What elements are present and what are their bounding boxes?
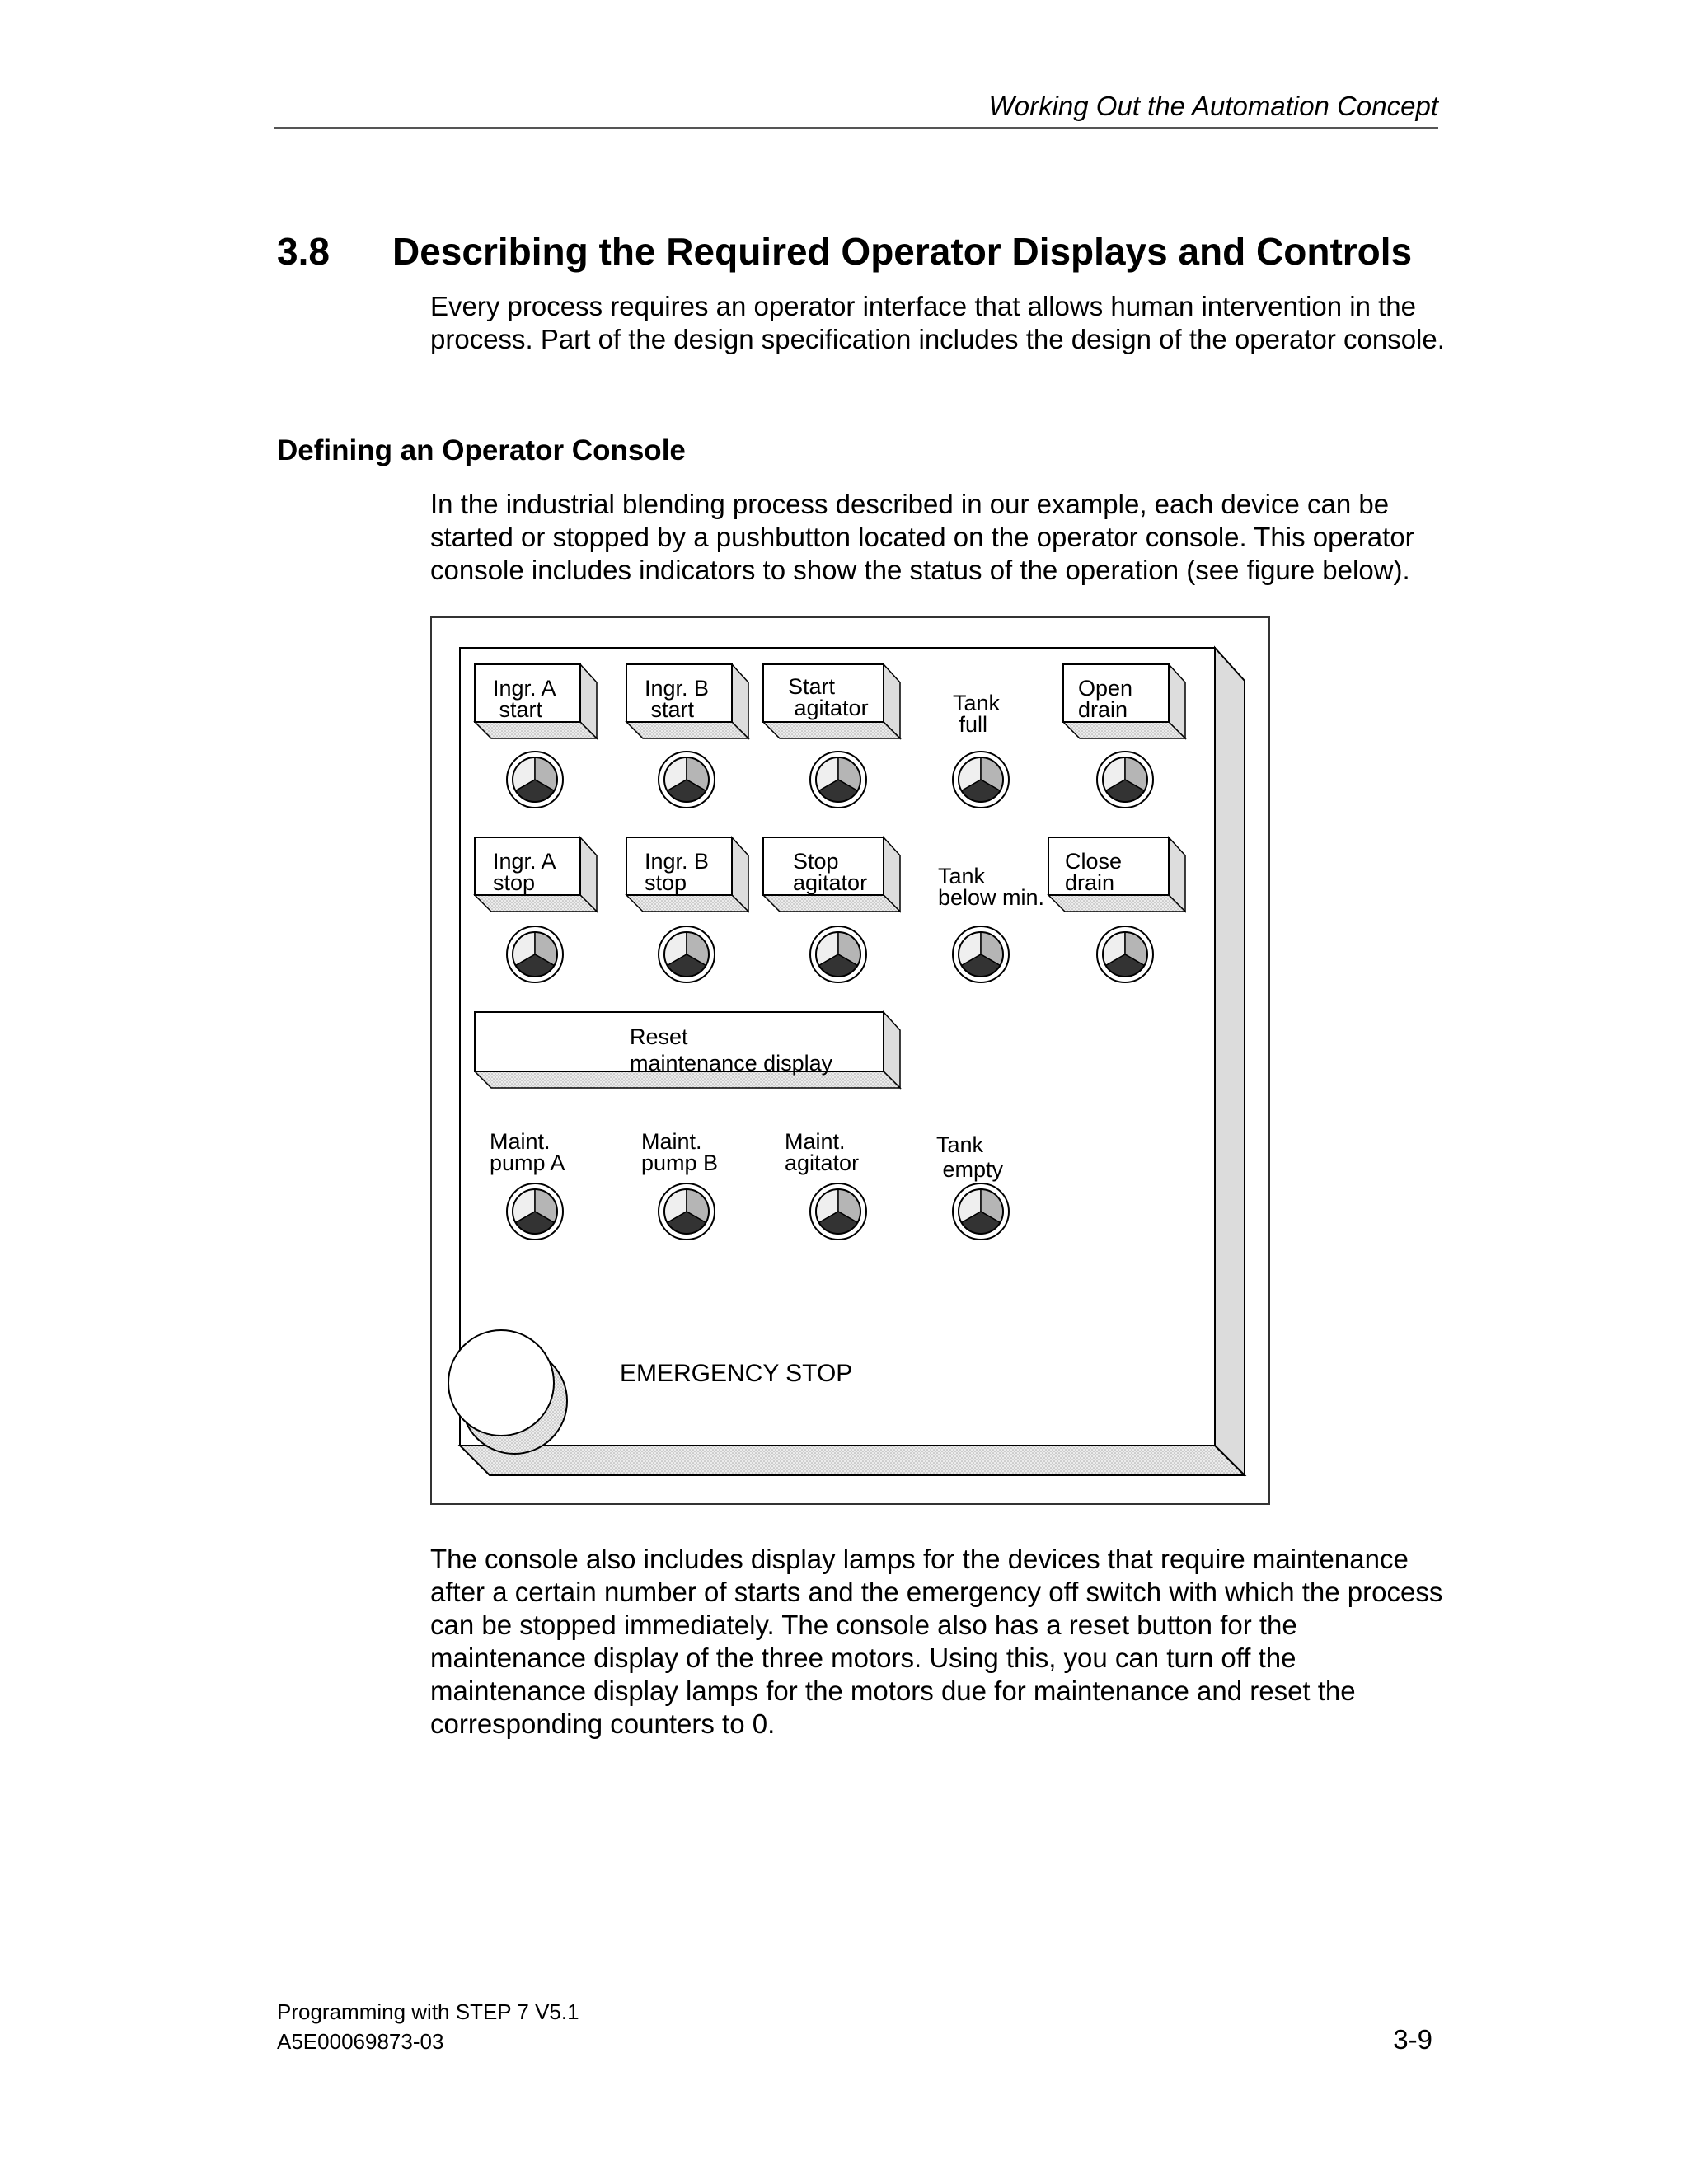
page-number: 3-9: [1393, 2024, 1432, 2055]
panel-bottom: [460, 1446, 1245, 1475]
label-start-agitator: Start agitator: [788, 674, 869, 720]
subsection-title: Defining an Operator Console: [277, 434, 686, 466]
console-paragraph: In the industrial blending process described in our example, each device can be started or stopped by a pushbutton located on the operator console. This operator console includes indicators to show the status of the operation (see figure below).: [430, 489, 1414, 585]
indicator-lamp-stop-agitator: [810, 926, 866, 982]
maintenance-paragraph: The console also includes display lamps for the devices that require maintenance after a certain number of starts and the emergency off switch with which the process can be stopped immediately. The console also has a reset button for the maintenance display of the three motors. Using this, you can turn off the maintenance display lamps for the motors due for maintenance and reset the corresponding counters to 0.: [430, 1544, 1443, 1739]
intro-paragraph: Every process requires an operator interface that allows human intervention in the process. Part of the design specification includes the design of the operator console.: [430, 291, 1445, 354]
indicator-lamp-maint-pump-b: [659, 1183, 715, 1240]
label-stop-agitator: Stop agitator: [793, 849, 868, 895]
indicator-lamp-maint-agitator: [810, 1183, 866, 1240]
indicator-lamp-ingr-b-start: [659, 752, 715, 808]
label-ingr-a-stop: Ingr. A stop: [493, 849, 556, 895]
indicator-lamp-tank-below-min: [953, 926, 1009, 982]
label-ingr-b-stop: Ingr. B stop: [645, 849, 710, 895]
running-header: Working Out the Automation Concept: [988, 91, 1438, 121]
indicator-lamp-ingr-a-start: [507, 752, 563, 808]
indicator-lamp-tank-empty: [953, 1183, 1009, 1240]
section-title: [277, 229, 1412, 274]
label-tank-below-min: Tank below min.: [938, 864, 1045, 910]
label-close-drain: Close drain: [1065, 849, 1123, 895]
footer-product: Programming with STEP 7 V5.1: [277, 1999, 579, 2024]
indicator-lamp-start-agitator: [810, 752, 866, 808]
label-maint-pump-a: Maint. pump A: [490, 1129, 565, 1175]
label-ingr-b-start: Ingr. B start: [645, 676, 710, 722]
label-tank-full: Tank full: [953, 691, 1001, 737]
footer-doc-number: A5E00069873-03: [277, 2029, 444, 2054]
label-reset-maintenance: Reset maintenance display: [630, 1024, 833, 1076]
section-number: 3.8: [277, 230, 330, 273]
label-open-drain: Open drain: [1078, 676, 1133, 722]
label-emergency-stop: EMERGENCY STOP: [620, 1360, 853, 1387]
label-maint-pump-b: Maint. pump B: [641, 1129, 719, 1175]
indicator-lamp-maint-pump-a: [507, 1183, 563, 1240]
indicator-lamp-close-drain: [1097, 926, 1153, 982]
label-maint-agitator: Maint. agitator: [785, 1129, 860, 1175]
label-ingr-a-start: Ingr. A start: [493, 676, 556, 722]
label-tank-empty: Tank empty: [936, 1132, 1004, 1182]
indicator-lamp-tank-full: [953, 752, 1009, 808]
panel-side: [1215, 648, 1245, 1475]
indicator-lamp-open-drain: [1097, 752, 1153, 808]
header-rule: [274, 127, 1438, 129]
indicator-lamp-ingr-b-stop: [659, 926, 715, 982]
section-title-text: Describing the Required Operator Displays and Controls: [392, 230, 1413, 273]
indicator-lamp-ingr-a-stop: [507, 926, 563, 982]
